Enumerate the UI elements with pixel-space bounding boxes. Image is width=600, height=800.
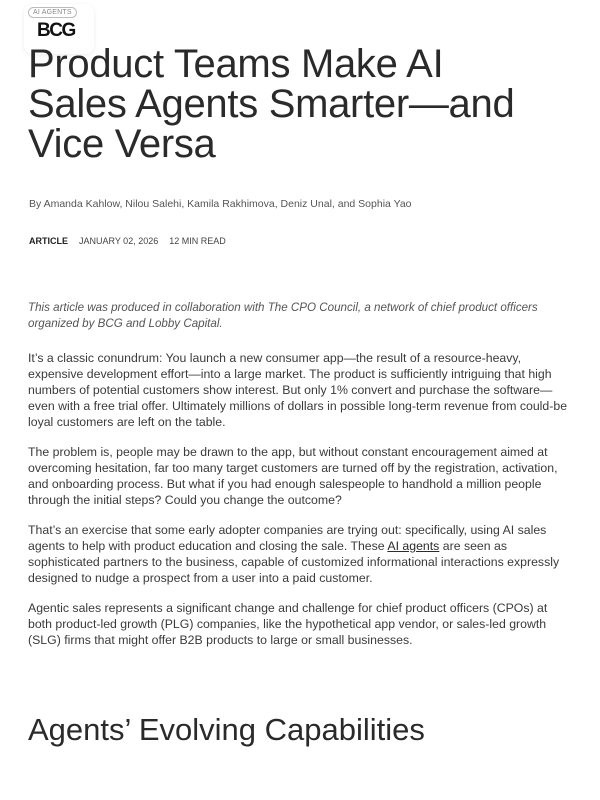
read-time: 12 MIN READ xyxy=(169,236,226,246)
intro-note: This article was produced in collaboration with The CPO Council, a network of chief product officers organized by BCG and Lobby Capital. xyxy=(28,301,538,330)
article-date: JANUARY 02, 2026 xyxy=(79,236,159,246)
paragraph: The problem is, people may be drawn to the app, but without constant encouragement aimed at overcoming hesitation, far too many target customers are turned off by the registration, activation, and onboarding process. But what if you had enough salespeople to handhold a million people through the initial steps? Could you change the outcome? xyxy=(28,445,558,507)
ai-agents-link[interactable]: AI agents xyxy=(387,539,440,553)
paragraph xyxy=(28,522,574,586)
article-type: ARTICLE xyxy=(29,236,68,246)
article-meta xyxy=(29,236,226,246)
paragraph-text: That’s an exercise that some early adopter companies are trying out: specifically, using AI sales agents to help with product education and closing the sale. These xyxy=(28,523,547,553)
article-title: Product Teams Make AI Sales Agents Smarter—and Vice Versa xyxy=(28,42,515,166)
paragraph-text: are seen as sophisticated partners to the business, capable of customized informational interactions expressly designed to nudge a prospect from a user into a paid customer. xyxy=(28,539,560,585)
bcg-logo[interactable]: BCG xyxy=(37,20,75,41)
section-heading: Agents’ Evolving Capabilities xyxy=(28,712,425,747)
topic-tag[interactable]: AI AGENTS xyxy=(28,7,77,18)
article-body xyxy=(28,300,574,662)
paragraph: Agentic sales represents a significant change and challenge for chief product officers (CPOs) at both product-led growth (PLG) companies, like the hypothetical app vendor, or sales-led growth (SLG) firms that might offer B2B products to large or small businesses. xyxy=(28,601,548,647)
paragraph: It’s a classic conundrum: You launch a new consumer app—the result of a resource-heavy, expensive development effort—into a large market. The product is sufficiently intriguing that high numbers of potential customers show interest. But only 1% convert and purchase the software—even with a free trial offer. Ultimately millions of dollars in possible long-term revenue from could-be loyal customers are left on the table. xyxy=(28,351,568,429)
article-authors: By Amanda Kahlow, Nilou Salehi, Kamila Rakhimova, Deniz Unal, and Sophia Yao xyxy=(29,198,412,210)
